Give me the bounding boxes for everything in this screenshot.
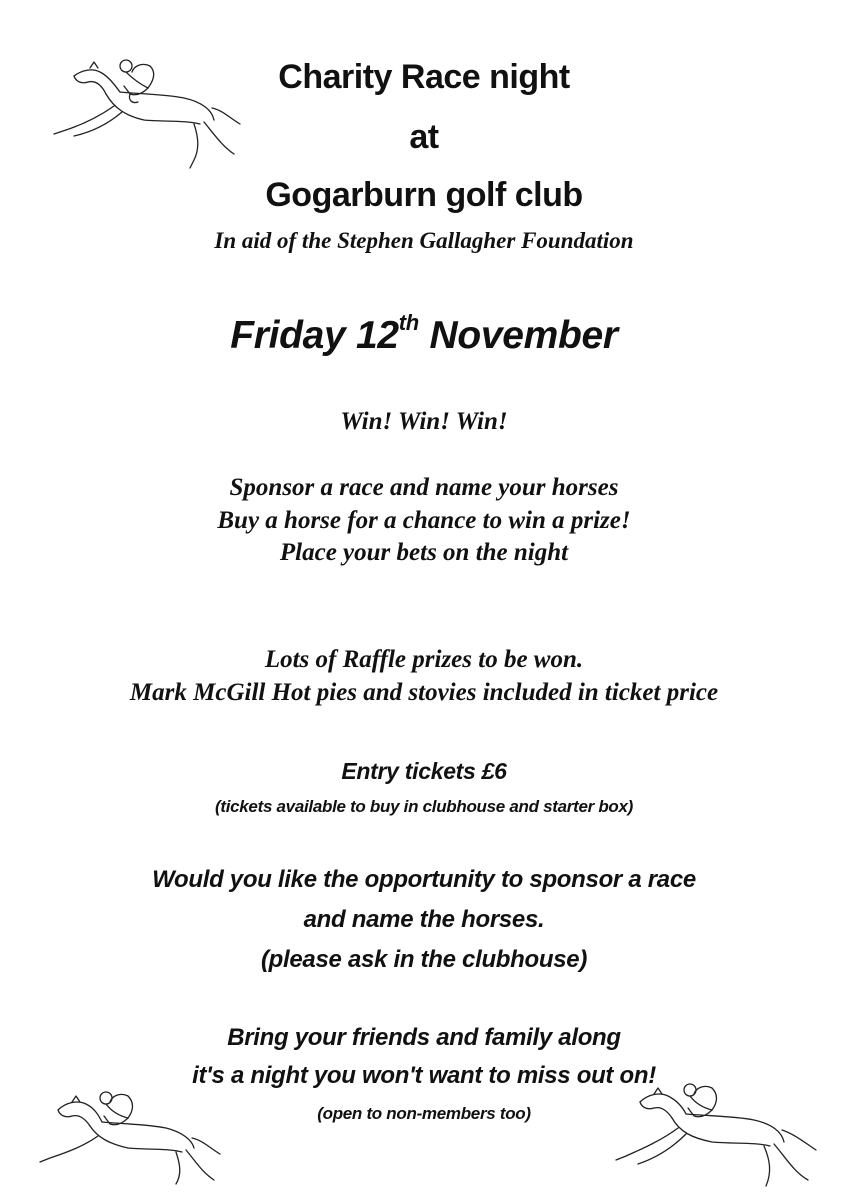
ticket-availability: (tickets available to buy in clubhouse and starter box) xyxy=(214,797,634,816)
closing-line: Bring your friends and family along xyxy=(227,1024,621,1051)
activity-line: Sponsor a race and name your horses xyxy=(229,474,619,501)
horse-and-jockey-icon xyxy=(36,1082,226,1192)
closing-line: it's a night you won't want to miss out on! xyxy=(192,1062,656,1089)
raffle-line: Lots of Raffle prizes to be won. xyxy=(264,646,584,673)
horse-and-jockey-icon xyxy=(612,1072,822,1197)
activity-line: Place your bets on the night xyxy=(279,539,569,566)
sponsor-line: (please ask in the clubhouse) xyxy=(260,946,588,973)
ticket-price: Entry tickets £6 xyxy=(341,758,507,784)
title-line-3: Gogarburn golf club xyxy=(265,176,583,214)
title-line-2: at xyxy=(409,118,439,156)
sponsor-line: Would you like the opportunity to sponsor a race xyxy=(152,866,696,893)
raffle-line: Mark McGill Hot pies and stovies included in ticket price xyxy=(129,679,719,706)
closing-note: (open to non-members too) xyxy=(317,1104,531,1123)
activity-line: Buy a horse for a chance to win a prize! xyxy=(217,507,631,534)
sponsor-line: and name the horses. xyxy=(303,906,545,933)
event-date-day: Friday 12 xyxy=(230,314,399,357)
win-tagline: Win! Win! Win! xyxy=(340,408,508,435)
event-date-month: November xyxy=(418,314,618,357)
subtitle: In aid of the Stephen Gallagher Foundation xyxy=(214,228,634,253)
title-line-1: Charity Race night xyxy=(278,58,570,96)
event-date xyxy=(0,310,848,358)
event-date-suffix: th xyxy=(398,310,419,335)
